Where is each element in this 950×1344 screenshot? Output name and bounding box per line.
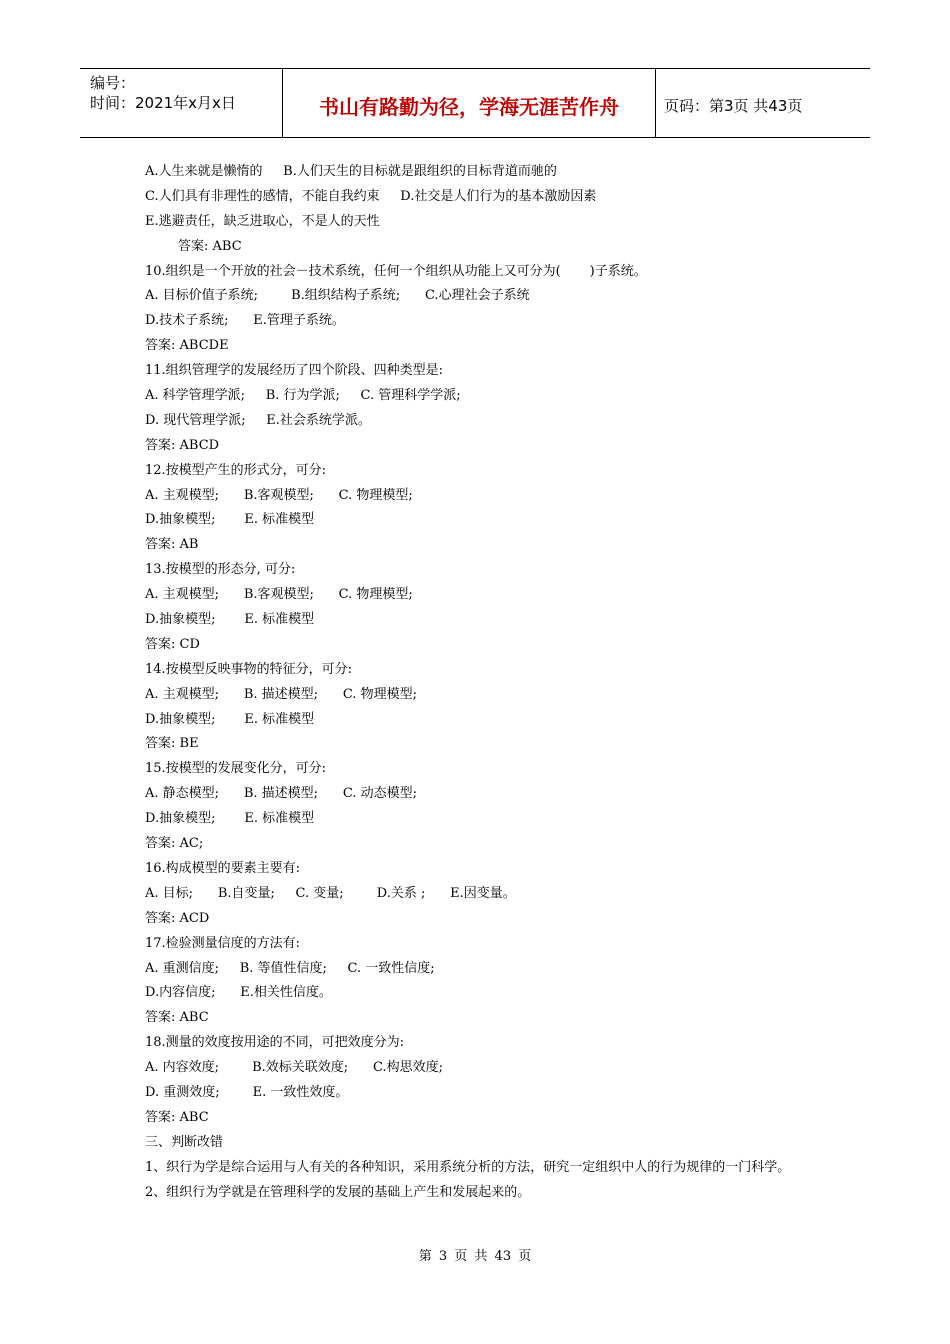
question-line: 18.测量的效度按用途的不同，可把效度分为: bbox=[145, 1035, 405, 1051]
options-line: D.内容信度; E.相关性信度。 bbox=[145, 985, 332, 1001]
page-footer: 第 3 页 共 43 页 bbox=[418, 1249, 532, 1264]
options-line: D.抽象模型; E. 标准模型 bbox=[145, 612, 315, 628]
header-meta bbox=[80, 69, 282, 137]
options-line: D.抽象模型; E. 标准模型 bbox=[145, 811, 315, 827]
statement-line: 2、组织行为学就是在管理科学的发展的基础上产生和发展起来的。 bbox=[145, 1184, 531, 1200]
question-line: 12.按模型产生的形式分，可分: bbox=[145, 462, 327, 478]
header-page-info: 页码：第3页 共43页 bbox=[664, 96, 803, 115]
options-line: A. 主观模型; B. 描述模型; C. 物理模型; bbox=[145, 686, 417, 702]
options-line: D. 现代管理学派; E.社会系统学派。 bbox=[145, 412, 371, 428]
answer-line: 答案: ABC bbox=[145, 1010, 209, 1026]
options-line: D. 重测效度; E. 一致性效度。 bbox=[145, 1084, 349, 1100]
answer-line: 答案: BE bbox=[145, 736, 199, 752]
options-line: A. 目标; B.自变量; C. 变量; D.关系 ; E.因变量。 bbox=[145, 885, 516, 901]
answer-line: 答案: ABC bbox=[178, 238, 242, 254]
text-line: C.人们具有非理性的感情，不能自我约束 D.社交是人们行为的基本激励因素 bbox=[145, 188, 597, 204]
question-line: 10.组织是一个开放的社会－技术系统，任何一个组织从功能上又可分为( )子系统。 bbox=[145, 263, 647, 279]
answer-line: 答案: CD bbox=[145, 636, 200, 652]
options-line: A. 主观模型; B.客观模型; C. 物理模型; bbox=[145, 487, 413, 503]
options-line: A. 目标价值子系统; B.组织结构子系统; C.心理社会子系统 bbox=[145, 288, 530, 304]
options-line: A. 内容效度; B.效标关联效度; C.构思效度; bbox=[145, 1060, 443, 1076]
statement-line: 1、织行为学是综合运用与人有关的各种知识，采用系统分析的方法，研究一定组织中人的行为规律的一门科学。 bbox=[145, 1159, 791, 1175]
header-motto: 书山有路勤为径，学海无涯苦作舟 bbox=[282, 69, 656, 137]
answer-line: 答案: ABCD bbox=[145, 437, 220, 453]
options-line: D.抽象模型; E. 标准模型 bbox=[145, 711, 315, 727]
section-heading: 三、判断改错 bbox=[145, 1134, 224, 1150]
answer-line: 答案: ACD bbox=[145, 910, 210, 926]
text-line: E.逃避责任，缺乏进取心，不是人的天性 bbox=[145, 213, 380, 229]
header-time-label: 时间：2021年x月x日 bbox=[90, 94, 236, 112]
answer-line: 答案: ABC bbox=[145, 1109, 209, 1125]
options-line: A. 科学管理学派; B. 行为学派; C. 管理科学学派; bbox=[145, 388, 461, 404]
page-header bbox=[80, 68, 870, 138]
question-line: 14.按模型反映事物的特征分，可分: bbox=[145, 661, 353, 677]
answer-line: 答案: AC; bbox=[145, 836, 204, 852]
options-line: A. 主观模型; B.客观模型; C. 物理模型; bbox=[145, 587, 413, 603]
header-number-label: 编号： bbox=[90, 74, 136, 92]
options-line: A. 静态模型; B. 描述模型; C. 动态模型; bbox=[145, 786, 417, 802]
question-line: 17.检验测量信度的方法有: bbox=[145, 935, 301, 951]
question-line: 16.构成模型的要素主要有: bbox=[145, 860, 301, 876]
options-line: A. 重测信度; B. 等值性信度; C. 一致性信度; bbox=[145, 960, 435, 976]
text-line: A.人生来就是懒惰的 B.人们天生的目标就是跟组织的目标背道而驰的 bbox=[145, 164, 557, 179]
answer-line: 答案: ABCDE bbox=[145, 338, 229, 354]
options-line: D.抽象模型; E. 标准模型 bbox=[145, 512, 315, 528]
question-line: 13.按模型的形态分, 可分: bbox=[145, 562, 296, 578]
question-line: 11.组织管理学的发展经历了四个阶段、四种类型是: bbox=[145, 363, 444, 379]
options-line: D.技术子系统; E.管理子系统。 bbox=[145, 313, 345, 329]
document-body bbox=[145, 160, 825, 1205]
question-line: 15.按模型的发展变化分，可分: bbox=[145, 761, 327, 777]
answer-line: 答案: AB bbox=[145, 537, 199, 553]
